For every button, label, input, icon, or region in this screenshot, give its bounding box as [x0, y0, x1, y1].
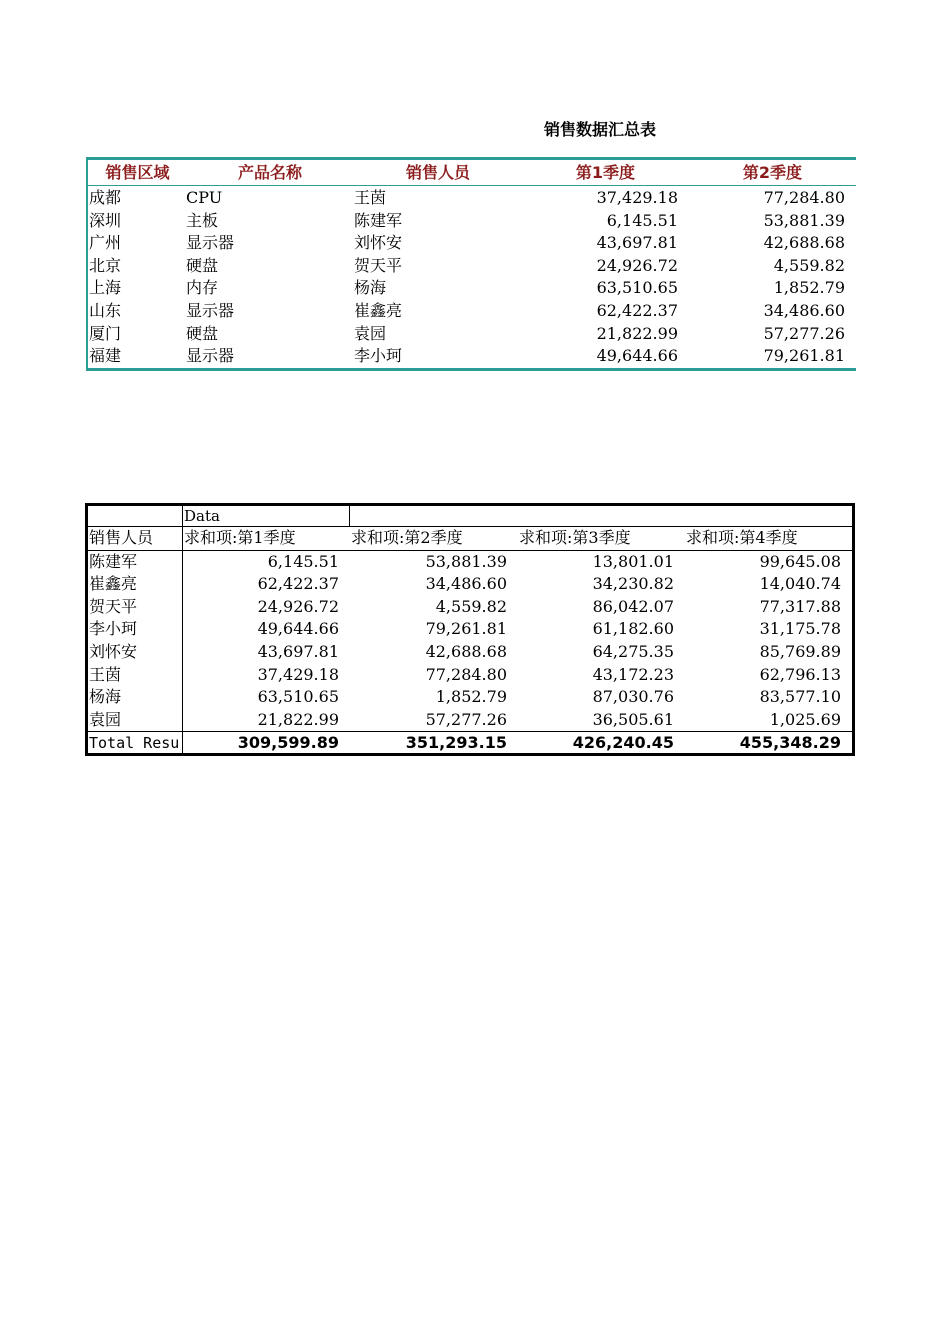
header-product[interactable]: 产品名称: [237, 163, 302, 182]
pivot-row: [88, 573, 852, 596]
pivot-cell-q4[interactable]: 77,317.88: [759, 596, 841, 616]
pivot-data-field[interactable]: Data: [183, 506, 350, 526]
cell-q1[interactable]: 24,926.72: [596, 255, 678, 275]
cell-salesperson[interactable]: 崔鑫亮: [354, 300, 403, 320]
pivot-row: [88, 686, 852, 709]
pivot-cell-q4[interactable]: 83,577.10: [759, 687, 841, 707]
pivot-total-q4[interactable]: 455,348.29: [739, 733, 841, 753]
cell-salesperson[interactable]: 贺天平: [354, 255, 403, 275]
pivot-cell-name[interactable]: 崔鑫亮: [88, 573, 183, 596]
cell-salesperson[interactable]: 刘怀安: [354, 233, 403, 253]
pivot-row: [88, 709, 852, 732]
pivot-row-field[interactable]: 销售人员: [88, 527, 183, 550]
pivot-cell-q2[interactable]: 1,852.79: [435, 687, 507, 707]
table-row: [88, 345, 856, 368]
sheet-title: 销售数据汇总表: [543, 120, 656, 139]
table-row: [88, 210, 856, 233]
cell-q2[interactable]: 1,852.79: [773, 278, 845, 298]
cell-product[interactable]: 显示器: [186, 233, 235, 253]
pivot-cell-q1[interactable]: 49,644.66: [257, 619, 339, 639]
header-q1[interactable]: 第1季度: [575, 163, 636, 182]
pivot-row: [88, 551, 852, 574]
cell-q1[interactable]: 37,429.18: [596, 188, 678, 207]
pivot-cell-q1[interactable]: 21,822.99: [257, 709, 339, 729]
cell-q1[interactable]: 63,510.65: [596, 278, 678, 298]
cell-product[interactable]: 显示器: [186, 346, 235, 366]
pivot-cell-name[interactable]: 杨海: [88, 686, 183, 709]
pivot-cell-q3[interactable]: 61,182.60: [592, 619, 674, 639]
pivot-table: [85, 503, 855, 756]
pivot-data-row: [88, 506, 852, 527]
pivot-cell-q3[interactable]: 64,275.35: [592, 641, 674, 661]
pivot-total-q3[interactable]: 426,240.45: [572, 733, 674, 753]
pivot-row: [88, 664, 852, 687]
cell-q1[interactable]: 49,644.66: [596, 346, 678, 366]
cell-region[interactable]: 厦门: [89, 323, 122, 343]
pivot-cell-q1[interactable]: 6,145.51: [267, 551, 339, 571]
cell-product[interactable]: CPU: [186, 188, 223, 207]
pivot-cell-q4[interactable]: 1,025.69: [769, 709, 841, 729]
cell-q2[interactable]: 77,284.80: [763, 188, 845, 207]
cell-region[interactable]: 上海: [89, 278, 122, 298]
cell-region[interactable]: 成都: [89, 188, 122, 207]
pivot-cell-q3[interactable]: 86,042.07: [592, 596, 674, 616]
pivot-cell-q4[interactable]: 85,769.89: [759, 641, 841, 661]
pivot-cell-name[interactable]: 王茵: [88, 664, 183, 687]
table-row: [88, 277, 856, 300]
pivot-cell-q3[interactable]: 36,505.61: [592, 709, 674, 729]
cell-region[interactable]: 福建: [89, 346, 122, 366]
cell-region[interactable]: 深圳: [89, 210, 122, 230]
pivot-corner-cell[interactable]: [88, 506, 183, 526]
cell-q2[interactable]: 79,261.81: [763, 346, 845, 366]
pivot-cell-q2[interactable]: 53,881.39: [425, 551, 507, 571]
header-region[interactable]: 销售区域: [105, 163, 170, 182]
cell-q2[interactable]: 42,688.68: [763, 233, 845, 253]
pivot-header-q3[interactable]: 求和项:第3季度: [519, 528, 631, 547]
pivot-header-q2[interactable]: 求和项:第2季度: [351, 528, 463, 547]
pivot-header-q1[interactable]: 求和项:第1季度: [184, 528, 296, 547]
table-row: [88, 232, 856, 255]
cell-q1[interactable]: 62,422.37: [596, 300, 678, 320]
cell-q2[interactable]: 34,486.60: [763, 300, 845, 320]
pivot-cell-name[interactable]: 刘怀安: [88, 641, 183, 664]
pivot-cell-q1[interactable]: 62,422.37: [257, 574, 339, 594]
pivot-cell-q3[interactable]: 43,172.23: [592, 664, 674, 684]
pivot-header-q4[interactable]: 求和项:第4季度: [686, 528, 798, 547]
pivot-cell-q3[interactable]: 87,030.76: [592, 687, 674, 707]
pivot-data-spacer[interactable]: [350, 506, 852, 526]
cell-product[interactable]: 主板: [186, 210, 219, 230]
pivot-cell-q1[interactable]: 37,429.18: [257, 664, 339, 684]
pivot-total-q1[interactable]: 309,599.89: [237, 733, 339, 753]
pivot-cell-name[interactable]: 李小珂: [88, 618, 183, 641]
pivot-cell-q2[interactable]: 42,688.68: [425, 641, 507, 661]
table-header-row: [88, 160, 856, 186]
pivot-cell-q2[interactable]: 57,277.26: [425, 709, 507, 729]
pivot-cell-name[interactable]: 袁园: [88, 709, 183, 732]
pivot-cell-q4[interactable]: 31,175.78: [759, 619, 841, 639]
pivot-header-row: [88, 527, 852, 551]
cell-region[interactable]: 北京: [89, 255, 122, 275]
cell-salesperson[interactable]: 袁园: [354, 323, 387, 343]
cell-q1[interactable]: 21,822.99: [596, 323, 678, 343]
cell-product[interactable]: 显示器: [186, 300, 235, 320]
table-row: [88, 300, 856, 323]
pivot-cell-q4[interactable]: 14,040.74: [759, 574, 841, 594]
pivot-cell-q4[interactable]: 99,645.08: [759, 551, 841, 571]
cell-product[interactable]: 内存: [186, 278, 219, 298]
pivot-total-q2[interactable]: 351,293.15: [405, 733, 507, 753]
table-row: [88, 323, 856, 346]
cell-salesperson[interactable]: 王茵: [354, 188, 387, 207]
cell-q1[interactable]: 43,697.81: [596, 233, 678, 253]
pivot-total-label[interactable]: Total Resu: [88, 732, 183, 755]
cell-q2[interactable]: 53,881.39: [763, 210, 845, 230]
cell-region[interactable]: 山东: [89, 300, 122, 320]
pivot-cell-q1[interactable]: 24,926.72: [257, 596, 339, 616]
cell-q1[interactable]: 6,145.51: [606, 210, 678, 230]
pivot-cell-q4[interactable]: 62,796.13: [759, 664, 841, 684]
pivot-cell-name[interactable]: 陈建军: [88, 551, 183, 574]
cell-salesperson[interactable]: 杨海: [354, 278, 387, 298]
sales-data-table: [86, 157, 856, 371]
cell-q2[interactable]: 57,277.26: [763, 323, 845, 343]
table-body: [88, 186, 856, 368]
pivot-cell-q2[interactable]: 4,559.82: [435, 596, 507, 616]
pivot-row: [88, 641, 852, 664]
header-q2[interactable]: 第2季度: [742, 163, 803, 182]
pivot-total-row: [88, 731, 852, 755]
pivot-cell-q2[interactable]: 79,261.81: [425, 619, 507, 639]
pivot-row: [88, 618, 852, 641]
header-salesperson[interactable]: 销售人员: [405, 163, 470, 182]
cell-region[interactable]: 广州: [89, 233, 122, 253]
pivot-cell-name[interactable]: 贺天平: [88, 596, 183, 619]
cell-salesperson[interactable]: 陈建军: [354, 210, 403, 230]
cell-salesperson[interactable]: 李小珂: [354, 346, 403, 366]
pivot-cell-q2[interactable]: 34,486.60: [425, 574, 507, 594]
table-row: [88, 255, 856, 278]
pivot-row: [88, 596, 852, 619]
pivot-cell-q1[interactable]: 63,510.65: [257, 687, 339, 707]
cell-product[interactable]: 硬盘: [186, 255, 219, 275]
pivot-cell-q3[interactable]: 34,230.82: [592, 574, 674, 594]
pivot-cell-q3[interactable]: 13,801.01: [592, 551, 674, 571]
pivot-cell-q2[interactable]: 77,284.80: [425, 664, 507, 684]
table-row: [88, 187, 856, 210]
cell-q2[interactable]: 4,559.82: [773, 255, 845, 275]
pivot-cell-q1[interactable]: 43,697.81: [257, 641, 339, 661]
cell-product[interactable]: 硬盘: [186, 323, 219, 343]
